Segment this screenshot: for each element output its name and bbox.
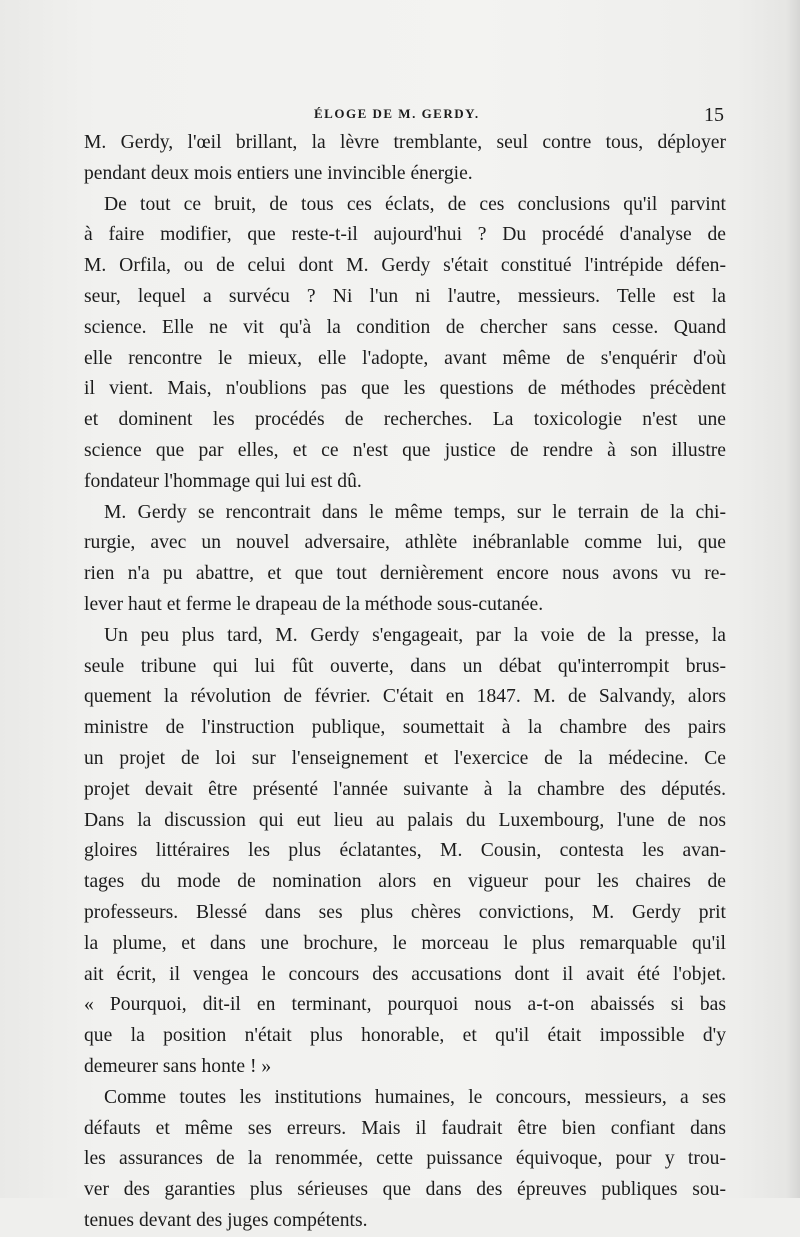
page-edge-shadow [786, 0, 800, 1198]
text-line: fondateur l'hommage qui lui est dû. [84, 470, 362, 492]
text-line: rurgie, avec un nouvel adversaire, athlète inébranlable comme lui, que [84, 532, 726, 554]
text-line: un projet de loi sur l'enseignement et l'exercice de la médecine. Ce [84, 747, 726, 769]
text-line: Comme toutes les institutions humaines, le concours, messieurs, a ses [104, 1086, 726, 1108]
text-line: science que par elles, et ce n'est que justice de rendre à son illustre [84, 439, 726, 461]
text-line: M. Orfila, ou de celui dont M. Gerdy s'était constitué l'intrépide défen- [84, 255, 726, 277]
text-line: à faire modifier, que reste-t-il aujourd'hui ? Du procédé d'analyse de [84, 224, 726, 246]
text-line: la plume, et dans une brochure, le morceau le plus remarquable qu'il [84, 932, 726, 954]
text-line: science. Elle ne vit qu'à la condition de chercher sans cesse. Quand [84, 316, 726, 338]
body-text [84, 128, 726, 1237]
text-line: défauts et même ses erreurs. Mais il faudrait être bien confiant dans [84, 1117, 726, 1139]
text-line: seur, lequel a survécu ? Ni l'un ni l'autre, messieurs. Telle est la [84, 285, 726, 307]
text-line: tages du mode de nomination alors en vigueur pour les chaires de [84, 871, 726, 893]
text-line: Un peu plus tard, M. Gerdy s'engageait, par la voie de la presse, la [104, 624, 726, 646]
text-line: Dans la discussion qui eut lieu au palais du Luxembourg, l'une de nos [84, 809, 726, 831]
text-line: seule tribune qui lui fût ouverte, dans un débat qu'interrompit brus- [84, 655, 726, 677]
text-line: « Pourquoi, dit-il en terminant, pourquoi nous a-t-on abaissés si bas [84, 994, 726, 1016]
text-line: demeurer sans honte ! » [84, 1055, 272, 1077]
text-line: gloires littéraires les plus éclatantes, M. Cousin, contesta les avan- [84, 840, 726, 862]
text-line: pendant deux mois entiers une invincible énergie. [84, 162, 473, 184]
text-line: M. Gerdy se rencontrait dans le même temps, sur le terrain de la chi- [104, 501, 726, 523]
text-line: et dominent les procédés de recherches. La toxicologie n'est une [84, 409, 726, 431]
text-line: De tout ce bruit, de tous ces éclats, de ces conclusions qu'il parvint [104, 193, 726, 215]
text-line: il vient. Mais, n'oublions pas que les questions de méthodes précèdent [84, 378, 726, 400]
text-line: projet devait être présenté l'année suivante à la chambre des députés. [84, 778, 726, 800]
text-line: ver des garanties plus sérieuses que dans des épreuves publiques sou- [84, 1179, 726, 1201]
page-number: 15 [704, 104, 724, 126]
text-line: ministre de l'instruction publique, soumettait à la chambre des pairs [84, 717, 726, 739]
text-line: elle rencontre le mieux, elle l'adopte, avant même de s'enquérir d'où [84, 347, 726, 369]
text-line: professeurs. Blessé dans ses plus chères convictions, M. Gerdy prit [84, 901, 726, 923]
text-line: rien n'a pu abattre, et que tout dernièrement encore nous avons vu re- [84, 563, 726, 585]
text-line: ait écrit, il vengea le concours des accusations dont il avait été l'objet. [84, 963, 726, 985]
text-line: M. Gerdy, l'œil brillant, la lèvre tremblante, seul contre tous, déployer [84, 132, 726, 153]
text-line: quement la révolution de février. C'était en 1847. M. de Salvandy, alors [84, 686, 726, 708]
running-head: ÉLOGE DE M. GERDY. [314, 106, 480, 121]
text-line: tenues devant des juges compétents. [84, 1209, 368, 1231]
text-line: que la position n'était plus honorable, et qu'il était impossible d'y [84, 1025, 726, 1047]
text-line: lever haut et ferme le drapeau de la méthode sous-cutanée. [84, 593, 544, 615]
text-line: les assurances de la renommée, cette puissance équivoque, pour y trou- [84, 1148, 726, 1170]
